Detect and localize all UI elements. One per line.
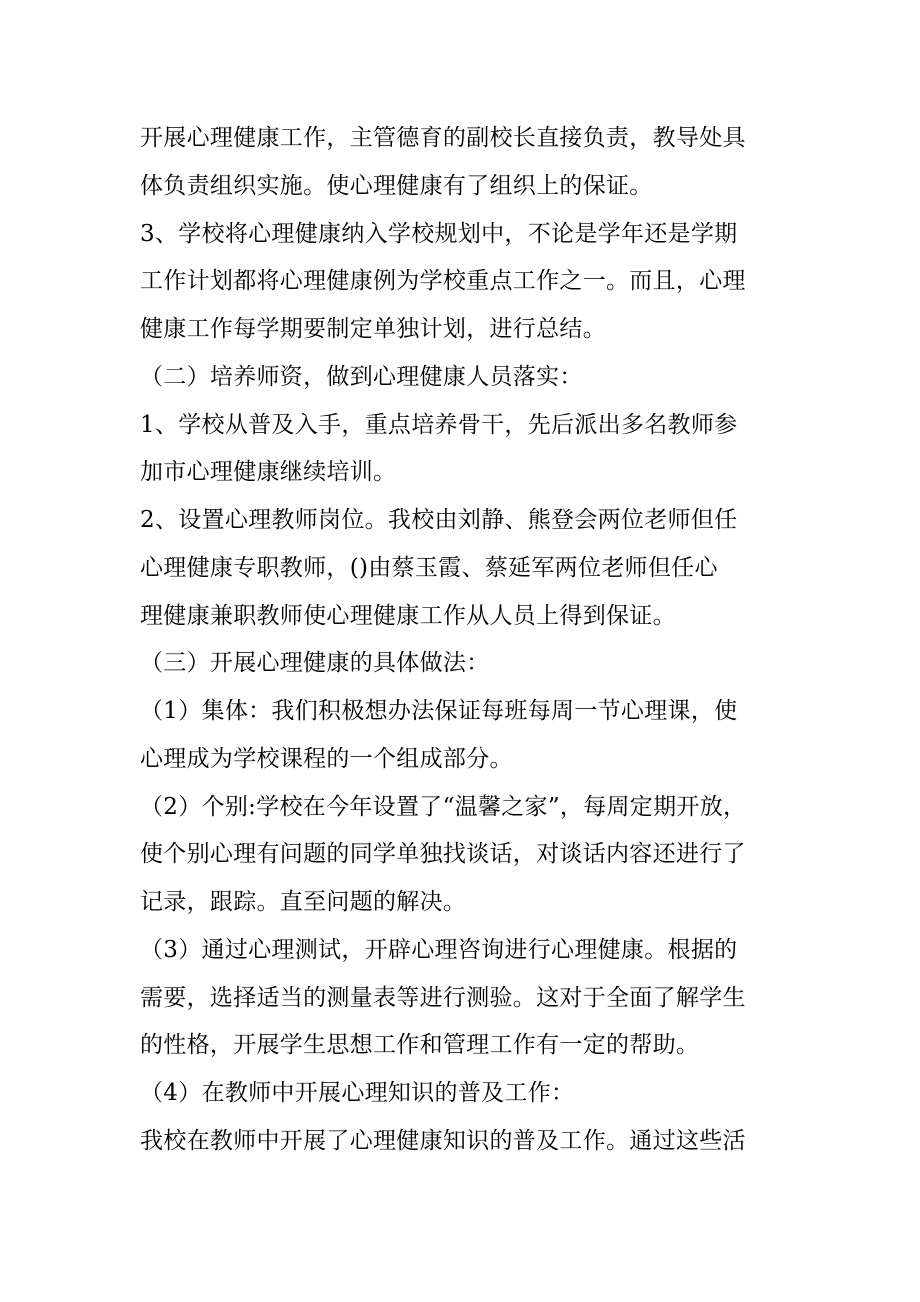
text-line: 3、学校将心理健康纳入学校规划中，不论是学年还是学期 <box>140 221 738 247</box>
text-line: 心理健康专职教师，()由蔡玉霞、蔡延军两位老师但任心 <box>140 555 718 581</box>
text-line: 体负责组织实施。使心理健康有了组织上的保证。 <box>140 173 653 199</box>
text-line: 记录，跟踪。直至问题的解决。 <box>140 889 467 915</box>
section-heading: （二）培养师资，做到心理健康人员落实： <box>140 364 583 390</box>
text-line: 工作计划都将心理健康例为学校重点工作之一。而且，心理 <box>140 268 746 294</box>
text-line: 加市心理健康继续培训。 <box>140 459 397 485</box>
text-line: 使个别心理有问题的同学单独找谈话，对谈话内容还进行了 <box>140 841 746 867</box>
text-line: 1、学校从普及入手，重点培养骨干，先后派出多名教师参 <box>140 412 738 438</box>
text-line: 我校在教师中开展了心理健康知识的普及工作。通过这些活 <box>140 1128 746 1154</box>
section-heading: （三）开展心理健康的具体做法： <box>140 650 490 676</box>
text-line: （4）在教师中开展心理知识的普及工作： <box>140 1080 575 1106</box>
text-line: （3）通过心理测试，开辟心理咨询进行心理健康。根据的 <box>140 937 738 963</box>
text-line: 需要，选择适当的测量表等进行测验。这对于全面了解学生 <box>140 985 746 1011</box>
text-line: 健康工作每学期要制定单独计划，进行总结。 <box>140 316 606 342</box>
text-line: （2）个别:学校在今年设置了“温馨之家”，每周定期开放， <box>140 794 747 820</box>
text-line: 心理成为学校课程的一个组成部分。 <box>140 746 513 772</box>
text-line: 理健康兼职教师使心理健康工作从人员上得到保证。 <box>140 603 676 629</box>
text-line: （1）集体：我们积极想办法保证每班每周一节心理课，使 <box>140 698 738 724</box>
text-line: 2、设置心理教师岗位。我校由刘静、熊登会两位老师但任 <box>140 507 738 533</box>
text-line: 开展心理健康工作，主管德育的副校长直接负责，教导处具 <box>140 125 746 151</box>
text-line: 的性格，开展学生思想工作和管理工作有一定的帮助。 <box>140 1032 700 1058</box>
